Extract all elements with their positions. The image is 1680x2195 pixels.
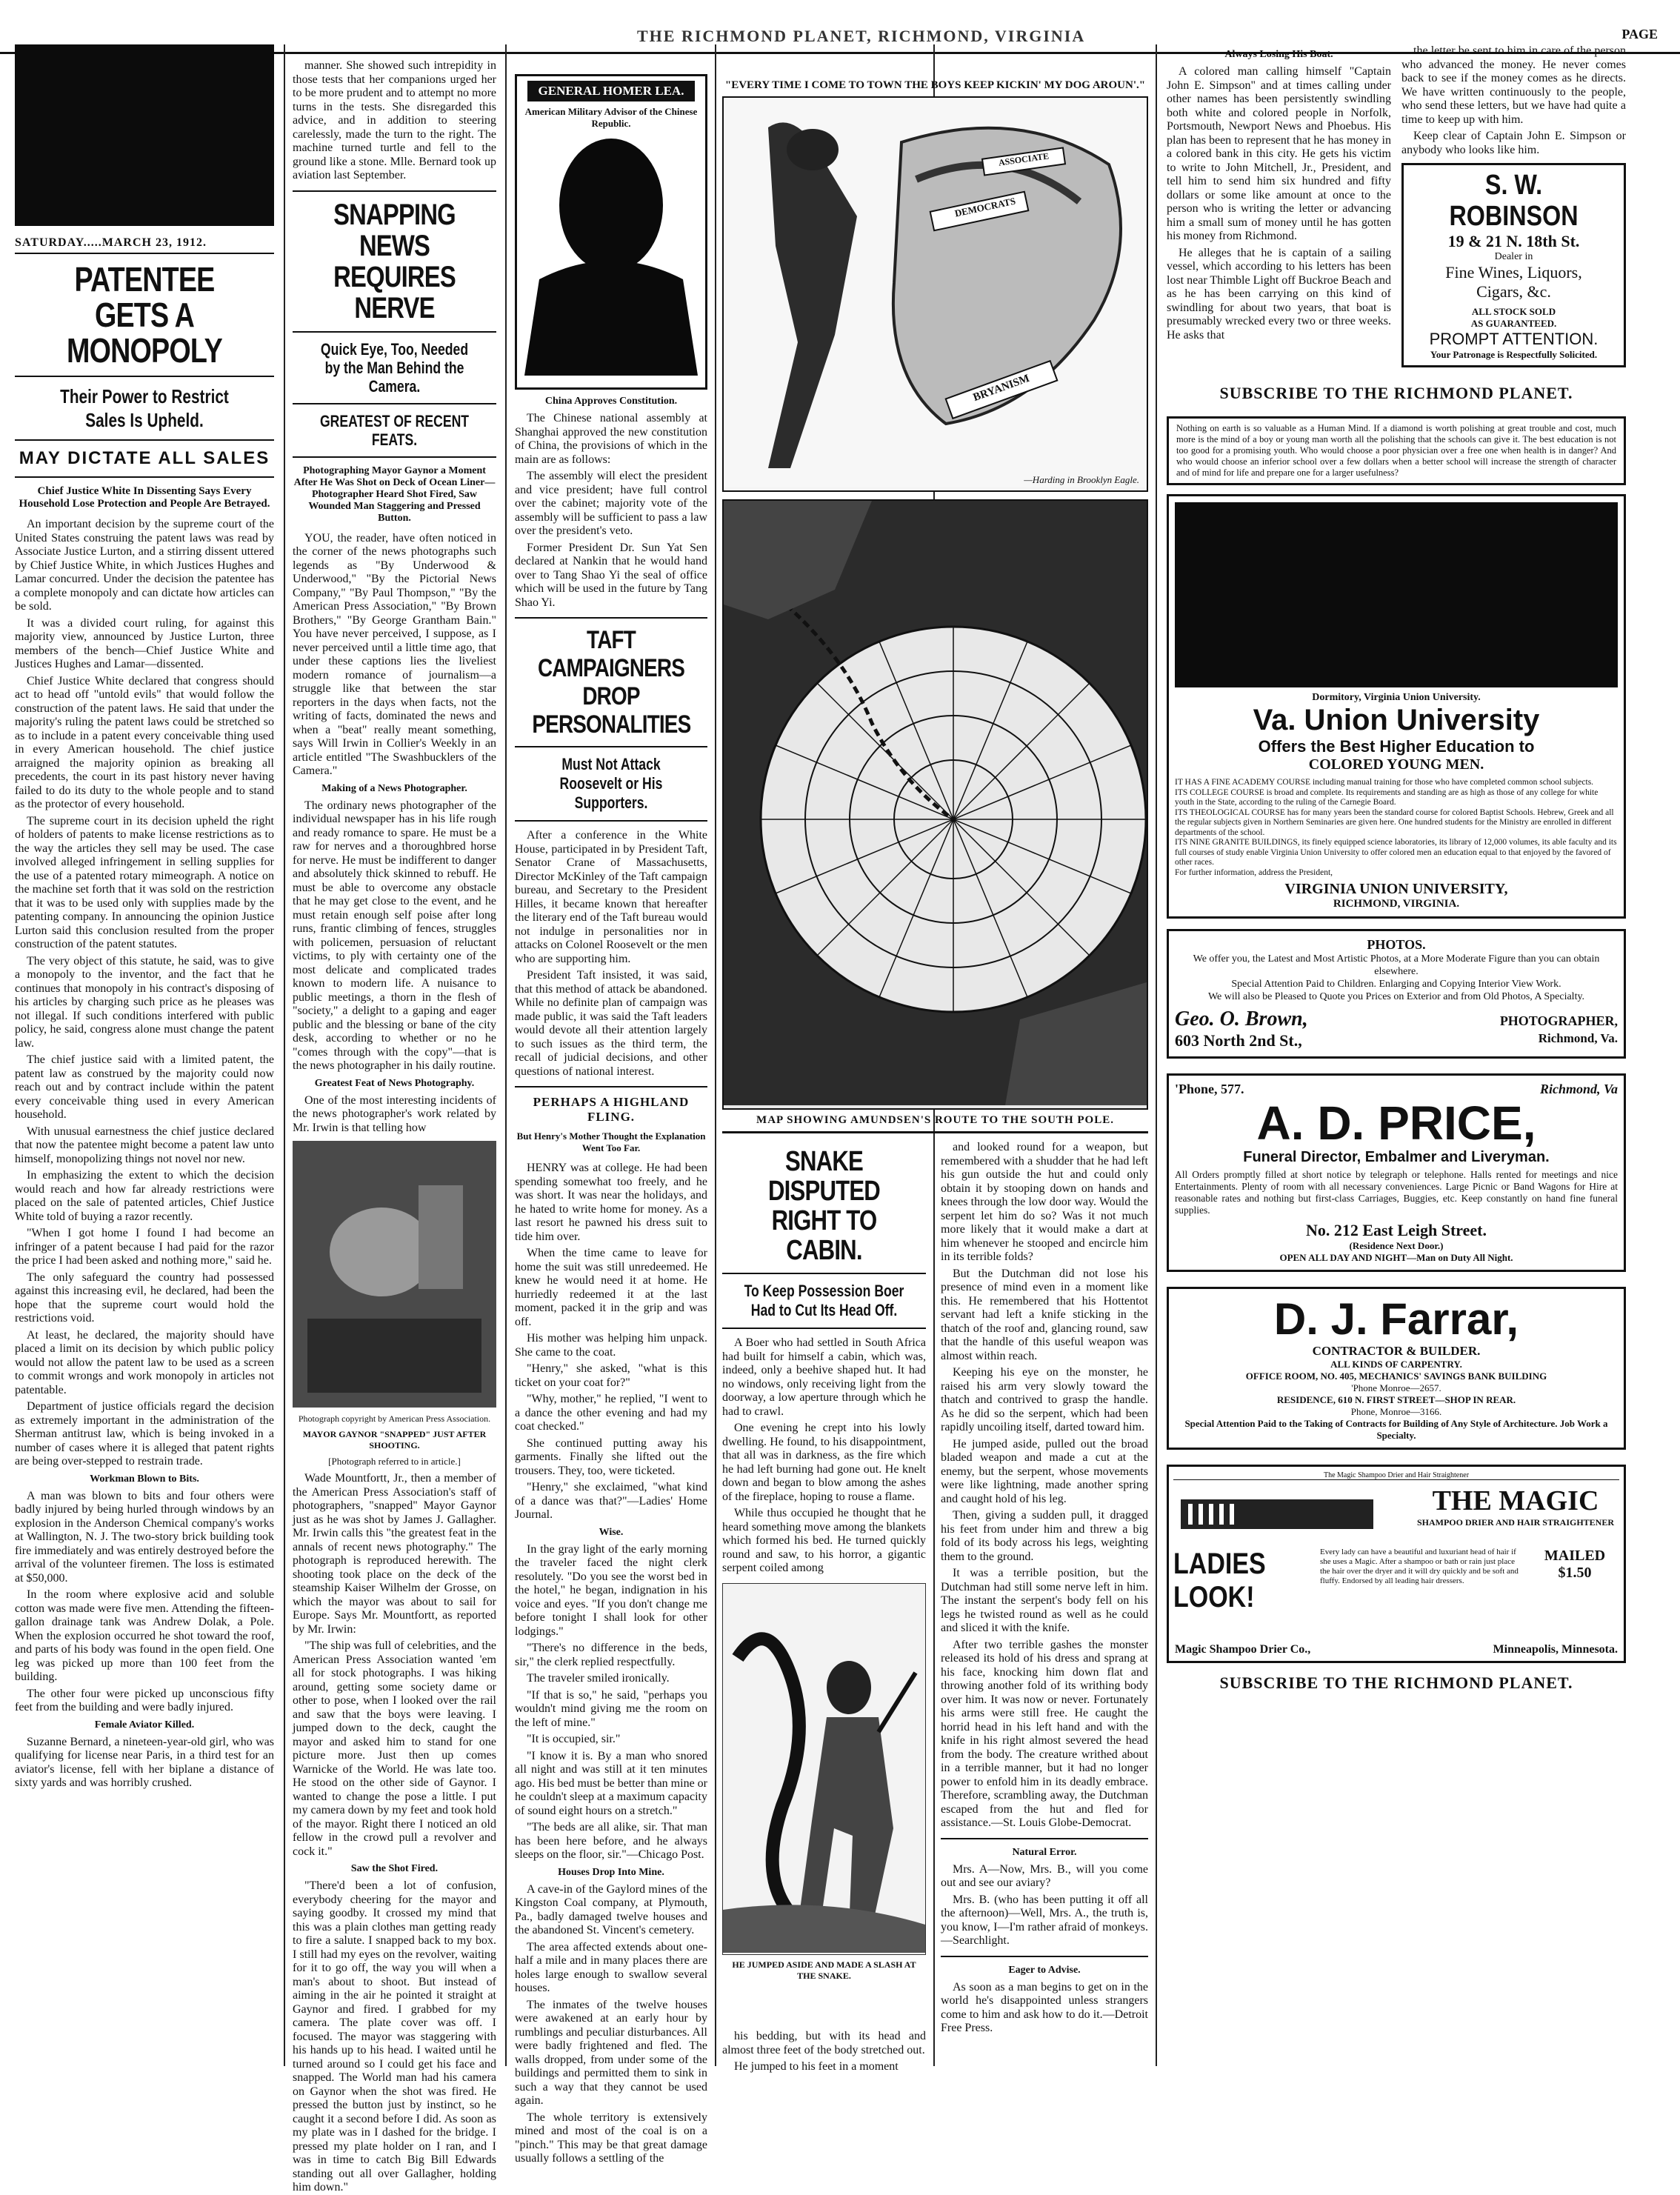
photos-name: Geo. O. Brown, <box>1175 1007 1308 1030</box>
vuu-body4: ITS NINE GRANITE BUILDINGS, its finely equipped science laboratories, its library of 12,000 volumes, its able faculty and its full courses of study enable Virginia Union University to offer colored men an education equal to that enjoyed by the favored of other races. <box>1175 838 1617 867</box>
farrar-line6: Special Attention Paid to the Taking of Contracts for Building of Any Style of Architecture. Job Work a Specialty. <box>1184 1418 1608 1441</box>
farrar-line1: ALL KINDS OF CARPENTRY. <box>1330 1359 1462 1370</box>
headline-snapping: SNAPPING NEWS REQUIRES NERVE <box>333 198 456 324</box>
paragraph: "The beds are all alike, sir. That man has been here before, and he always sleeps on the floor, sir."—Chicago Post. <box>515 1821 707 1861</box>
paragraph: A man was blown to bits and four others were badly injured by being hurled through windows by an explosion in the Anderson Chemical company's works at Wallington, N. J. The two-story brick building took fire immediately and was entirely destroyed before the arrival of the volunteer firemen. The loss is estimated at $50,000. <box>15 1489 274 1585</box>
vuu-tagline2: COLORED YOUNG MEN. <box>1308 756 1484 773</box>
paragraph: In emphasizing the extent to which the decision would reach and how far already restrictions were placed on the sale of patented articles, Chief Justice White told of buying a razor recently. <box>15 1169 274 1223</box>
paragraph: After a conference in the White House, participated in by President Taft, Senator Crane of Massachusetts, Director McKinley of the Taft campaign bureau, and Secretary to the President Hilles, it became known that hereafter the literary end of the Taft bureau would not indulge in personalities nor in attacks on Colonel Roosevelt or the men who are supporting him. <box>515 829 707 965</box>
subhead-greatest-feat: Greatest Feat of News Photography. <box>314 1077 475 1089</box>
photos-address: 603 North 2nd St., <box>1175 1031 1302 1050</box>
paragraph: With unusual earnestness the chief justice declared that now the patentee might become a patent law unto himself, monopolizing things not novel nor new. <box>15 1125 274 1165</box>
paragraph: The Chinese national assembly at Shanghai approved the new constitution of China, the provisions of which in the main are as follows: <box>515 412 707 466</box>
photos-line2: Special Attention Paid to Children. Enlarging and Copying Interior View Work. <box>1231 979 1561 990</box>
simpson-story <box>1167 44 1626 367</box>
masthead-page: PAGE <box>1621 27 1658 41</box>
column-1 <box>15 44 274 2066</box>
cartoon-drawing <box>724 98 1147 487</box>
divider <box>293 190 496 192</box>
divider <box>293 456 496 458</box>
vuu-photo <box>1175 502 1618 687</box>
paragraph: Keeping his eye on the monster, he raised his arm very slowly toward the thatch and contrived to grasp the handle. As he did so the serpent, which had been rapidly uncoiling itself, darted toward him. <box>941 1366 1148 1433</box>
headline-snake: SNAKE DISPUTED RIGHT TO CABIN. <box>767 1146 880 1266</box>
photos-role: PHOTOGRAPHER, <box>1499 1013 1618 1028</box>
paragraph: A colored man calling himself "Captain John E. Simpson" and at times calling under other names has been persistently swindling both white and colored people in Norfolk, Portsmouth, Newport News and Phoebus. His plan has been to represent that he has money in a colored bank in this city. He gets his victim to write to John Mitchell, Jr., President, and tell him to send him six hundred and fifty dollars or some like amount at once to the person who is writing the letter or advancing him a small sum of money until he has gotten his money from Richmond. <box>1167 65 1391 242</box>
paragraph: As soon as a man begins to get on in the world he's disappointed unless strangers come to him and ask how to do it.—Detroit Free Press. <box>941 1980 1148 2034</box>
paragraph: The traveler smiled ironically. <box>527 1672 670 1685</box>
photos-address-row <box>1175 1031 1618 1050</box>
paragraph: "Why, mother," he replied, "I went to a dance the other evening and had my coat checked." <box>515 1393 707 1433</box>
subhead-workman: Workman Blown to Bits. <box>90 1473 199 1485</box>
farrar-line3: 'Phone Monroe—2657. <box>1351 1382 1441 1393</box>
robinson-guarantee1: ALL STOCK SOLD <box>1471 306 1556 317</box>
column-5-lower <box>941 1141 1148 2066</box>
paragraph: Wade Mountfortt, Jr., then a member of the American Press Association's staff of photographers, "snapped" Mayor Gaynor just as he was shot by James J. Gallagher. Mr. Irwin calls this "the greatest feat in the annals of recent news photography." The photograph is reproduced herewith. The shooting took place on the deck of the steamship Kaiser Wilhelm der Grosse, on which the mayor was about to sail for Europe. Says Mr. Mountfortt, as reported by Mr. Irwin: <box>293 1472 496 1636</box>
divider <box>293 403 496 404</box>
subhead-wise: Wise. <box>599 1526 624 1538</box>
price-role: Funeral Director, Embalmer and Liveryman. <box>1243 1149 1550 1165</box>
paragraph: After two terrible gashes the monster released its hold of his dress and sprang at his face, knocking him down flat and throwing another fold of its writhing body over him. It was now or never. Fortunately his arms were still free. He caught the horrid head in his left hand and with the knife in his right almost severed the head from the body. The creature writhed about in a terrible manner, but it had no longer power to enfold him in its deadly embrace. Therefore, scrambling away, the Dutchman escaped from the hut and fled for assistance.—St. Louis Globe-Democrat. <box>941 1638 1148 1829</box>
subhead-always-losing: Always Losing His Boat. <box>1224 49 1333 60</box>
dateline: SATURDAY.....MARCH 23, 1912. <box>15 233 274 254</box>
summary: Chief Justice White In Dissenting Says Every Household Lose Protection and People Are Betrayed. <box>19 485 270 510</box>
paragraph: his bedding, but with its head and almost three feet of the body stretched out. <box>722 2030 926 2056</box>
farrar-line2: OFFICE ROOM, NO. 405, MECHANICS' SAVINGS BANK BUILDING <box>1245 1370 1547 1382</box>
divider <box>15 376 274 377</box>
mind-notice: Nothing on earth is so valuable as a Human Mind. If a diamond is worth polishing at great trouble and cost, much more is the mind of a boy or young man worth all the polishing that the schools can give it. The best education is not too good for a promising youth. Who would choose a poor physician over a free one when health is in danger? And who would choose an inferior school over a few dollars when a better school will increase the strength of character and of mind for life and prepare one for a larger usefulness? <box>1167 416 1626 485</box>
paragraph: While thus occupied he thought that he heard something move among the blankets which formed his bed. He turned quickly round and saw, to his horror, a gigantic serpent coiled among <box>722 1507 926 1574</box>
farrar-line4: RESIDENCE, 610 N. FIRST STREET—SHOP IN REAR. <box>1276 1394 1516 1405</box>
cartoon-label-bryanism: BRYANISM <box>971 372 1032 404</box>
paragraph: "I know it is. By a man who snored all night and was still at it ten minutes ago. His bed must be better than mine or he couldn't sleep at a maximum capacity of sound eight hours on a stretch." <box>515 1749 707 1817</box>
paragraph: She continued putting away his garments. Finally she lifted out the trousers. They, too, were ticketed. <box>515 1436 707 1477</box>
vuu-body3: ITS THEOLOGICAL COURSE has for many years been the standard course for colored Baptist Schools. Hebrew, Greek and all the regular subjects given in Northern Seminaries are given here. One hundred students for the Ministry are enrolled in different departments of the school. <box>1175 807 1614 837</box>
snake-continuation <box>722 2030 926 2074</box>
magic-comb-icon <box>1173 1485 1381 1544</box>
divider <box>515 1086 707 1087</box>
paragraph: HENRY was at college. He had been spending somewhat too freely, and he was short. It was near the holidays, and he hated to write home for money. As a last resort he pawned his dress suit to tide him over. <box>515 1162 707 1243</box>
vuu-footer1: VIRGINIA UNION UNIVERSITY, <box>1284 881 1508 897</box>
magic-strip: The Magic Shampoo Drier and Hair Straightener <box>1173 1471 1619 1480</box>
photos-line1: We offer you, the Latest and Most Artistic Photos, at a More Moderate Figure than you can obtain elsewhere. <box>1193 953 1600 977</box>
column-2 <box>293 59 496 2194</box>
cartoon-label-democrats: DEMOCRATS <box>953 195 1017 219</box>
portrait-title: GENERAL HOMER LEA. <box>527 81 695 101</box>
robinson-attention: PROMPT ATTENTION. <box>1429 330 1599 348</box>
column-3 <box>515 74 707 2165</box>
paragraph: One evening he crept into his lowly dwelling. He found, to his disappointment, that all was in darkness, as the fire which he had left burning had gone out. He knelt down and began to blow among the ashes of the fireplace, hoping to rouse a flame. <box>722 1422 926 1503</box>
magic-right <box>1412 1485 1619 1548</box>
magic-bottom <box>1173 1548 1619 1614</box>
simpson-left <box>1167 44 1391 367</box>
snake-drawing <box>723 1584 925 1953</box>
paragraph: Department of justice officials regard the decision as extremely important in the administration of the Sherman antitrust law, which is being invoked in a number of cases where it is alleged that patent rights are being over-stepped to restrain trade. <box>15 1400 274 1468</box>
photo-reference: [Photograph referred to in article.] <box>328 1456 461 1467</box>
column-rule <box>505 44 507 2066</box>
magic-body: Every lady can have a beautiful and luxuriant head of hair if she uses a Magic. After a shampoo or bath or rain just place the hair over the dryer and it will dry quickly and be soft and fluffy. Endorsed by all leading hair dressers. <box>1320 1548 1519 1585</box>
paragraph: The assembly will elect the president and vice president; have full control over the cabinet; majority vote of the assembly will be sufficient to pass a law over the president's veto. <box>515 470 707 537</box>
paragraph: When the time came to leave for home the suit was still unredeemed. He knew he would need it at home. He hurriedly redeemed it at the last moment, packed it in the grip and was off. <box>515 1247 707 1328</box>
cartoon-title: "EVERY TIME I COME TO TOWN THE BOYS KEEP KICKIN' MY DOG AROUN'." <box>724 79 1146 91</box>
divider <box>722 1131 1148 1133</box>
divider <box>515 617 707 619</box>
paragraph: A Boer who had settled in South Africa had built for himself a cabin, which was, indeed, only a beehive shaped hut. It had no windows, only receiving light from the doorway, a low aperture through which he had to crawl. <box>722 1336 926 1418</box>
subhead-making: Making of a News Photographer. <box>321 782 467 794</box>
deck-greatest: GREATEST OF RECENT FEATS. <box>319 411 470 449</box>
robinson-guarantee2: AS GUARANTEED. <box>1470 318 1557 329</box>
headline-fling: PERHAPS A HIGHLAND FLING. <box>533 1095 690 1124</box>
paragraph: Then, giving a sudden pull, it dragged his feet from under him and threw a big fold of its body across his legs, weighting them to the ground. <box>941 1509 1148 1563</box>
simpson-right <box>1401 44 1626 367</box>
price-top-row <box>1175 1082 1618 1097</box>
magic-ladies: LADIES LOOK! <box>1173 1548 1266 1613</box>
divider <box>941 1838 1148 1839</box>
subhead-aviator: Female Aviator Killed. <box>94 1719 195 1731</box>
column-4-lower <box>722 1141 926 2066</box>
paragraph: The chief justice said with a limited patent, the patent law as construed by the majority could now reach out and by contract include within the patent every conceivable thing used in every American household. <box>15 1053 274 1121</box>
column-rule <box>715 44 716 2066</box>
divider <box>515 746 707 747</box>
paragraph: He jumped to his feet in a moment <box>734 2060 899 2073</box>
ad-vuu <box>1167 494 1626 919</box>
cartoon-image <box>722 96 1148 492</box>
divider <box>722 1273 926 1274</box>
paragraph: The area affected extends about one-half a mile and in many places there are holes large enough to swallow several houses. <box>515 1940 707 1994</box>
subhead-boer: To Keep Possession Boer Had to Cut Its Head Off. <box>744 1282 904 1319</box>
paragraph: Suzanne Bernard, a nineteen-year-old girl, who was qualifying for license near Paris, in a third test for an aviator's license, fell with her biplane a distance of sixty yards and was horribly crushed. <box>15 1735 274 1789</box>
cartoon-label-associate: ASSOCIATE <box>998 150 1050 168</box>
magic-price: $1.50 <box>1558 1565 1592 1581</box>
farrar-name: D. J. Farrar, <box>1273 1294 1519 1344</box>
paragraph: One of the most interesting incidents of the news photographer's work related by Mr. Irwin is that telling how <box>293 1093 496 1134</box>
subhead-roosevelt: Must Not Attack Roosevelt or His Supporters. <box>559 755 663 812</box>
vuu-caption: Dormitory, Virginia Union University. <box>1312 692 1481 703</box>
photos-line3: We will also be Pleased to Quote you Prices on Exterior and from Old Photos, A Specialty. <box>1207 991 1585 1002</box>
paragraph: "There'd been a lot of confusion, everybody cheering for the mayor and saying goodby. It crossed my mind that this was a plain clothes man getting ready to fire a salute. I snapped back to my box. I still had my eyes on the revolver, waiting for it to go off, the way you will when a man's about to shoot. But instead of aiming in the air he pointed it straight at Gaynor and fired. I grabbed for my camera. The plate cover was off. I focused. The mayor was staggering with his hands up to his head. I waited until he turned around so I could get his face and snapped. The World man had his camera on Gaynor when the shot was fired. He pressed the button just by instinct, so he caught it a second before I did. As soon as my plate was in I dashed for the bridge. I pressed my plate holder on I ran, and I was in time to catch Big Bill Edwards standing out all over Gallagher, holding him down." <box>293 1879 496 2194</box>
price-name: A. D. PRICE, <box>1256 1096 1536 1150</box>
price-body: All Orders promptly filled at short notice by telegraph or telephone. Halls rented for meetings and nice Entertainments. Plenty of room with all necessary conveniences. Large Picnic or Band Wagons for Hire at reasonable rates and nothing but first-class Carriages, Buggies, etc. Keep constantly on hand fine funeral supplies. <box>1175 1169 1618 1216</box>
divider <box>15 476 274 478</box>
portrait-caption: American Military Advisor of the Chinese Republic. <box>524 106 698 129</box>
magic-company: Magic Shampoo Drier Co., <box>1175 1643 1311 1656</box>
paragraph: The whole territory is extensively mined and most of the coal is on a "pinch." This may be that great damage usually follows a settling of the <box>515 2111 707 2165</box>
paragraph: "If that is so," he said, "perhaps you wouldn't mind giving me the room on the left of mine." <box>515 1688 707 1729</box>
subhead-saw-shot: Saw the Shot Fired. <box>350 1863 439 1874</box>
paragraph: "It is occupied, sir." <box>527 1733 621 1745</box>
paragraph: manner. She showed such intrepidity in those tests that her companions urged her to be more prudent and to attempt no more turns in the tests. She disregarded this advice, and in addition to steering carelessly, made the turn to the right. The machine turned turtle and fell to the ground like a stone. Mlle. Bernard took up aviation last September. <box>293 59 496 181</box>
paragraph: The ordinary news photographer of the individual newspaper has in his life rough and ready romance to spare. He must be a raw for nerves and a thoroughbred horse for nerve. He must be indifferent to danger and absolutely thick skinned to rebuff. He must be able to overcome any obstacle that he may get close to the event, and he must retain enough self poise after long runs, frantic climbing of fences, struggles with policemen, persuasion of reluctant victims, to ply with certainty one of the most delicate and complicated trades known to modern life. A nuisance to public meetings, a thorn in the flesh of "society," a delight to a gaping and eager public and the blessing or bane of the city desk, according to whether or no he "comes through with the copy"—that is the news photographer in his daily routine. <box>293 799 496 1072</box>
cartoon-credit: —Harding in Brooklyn Eagle. <box>1024 474 1139 485</box>
ad-price <box>1167 1073 1626 1272</box>
price-phone: 'Phone, 577. <box>1175 1082 1244 1096</box>
magic-top <box>1173 1485 1619 1548</box>
paragraph: The other four were picked up unconscious fifty feet from the building and were badly injured. <box>15 1687 274 1713</box>
subhead-fling: But Henry's Mother Thought the Explanation Went Too Far. <box>516 1130 706 1153</box>
farrar-role: CONTRACTOR & BUILDER. <box>1312 1344 1481 1358</box>
robinson-goods2: Cigars, &c. <box>1476 282 1551 301</box>
robinson-address: 19 & 21 N. 18th St. <box>1447 232 1580 250</box>
farrar-line5: Phone, Monroe—3166. <box>1350 1406 1442 1417</box>
subhead-china: China Approves Constitution. <box>544 396 678 407</box>
paragraph: and looked round for a weapon, but remembered with a shudder that he had left his gun outside the hut and could only obtain it by stooping down on hands and knees through the low door way. Would the serpent let him do so? Was it not much more likely that it would make a dart at him whenever he stooped and encircle him in its terrible folds? <box>941 1141 1148 1263</box>
price-address: No. 212 East Leigh Street. <box>1305 1221 1487 1239</box>
paragraph: It was a divided court ruling, for against this majority view, announced by Justice Lurton, three members of the bench—Chief Justice White and Justices Hughes and Lamar—dissented. <box>15 616 274 670</box>
summary: Photographing Mayor Gaynor a Moment After He Was Shot on Deck of Ocean Liner—Photographer Heard Shot Fired, Saw Wounded Man Staggering and Pressed Button. <box>293 464 496 524</box>
divider <box>941 1956 1148 1957</box>
photos-title: PHOTOS. <box>1367 937 1426 952</box>
vuu-body2: ITS COLLEGE COURSE is broad and complete. Its requirements and standing are as high as those of any college for white youth in the State, according to the ruling of the Carnegie Board. <box>1175 787 1599 807</box>
subhead-houses: Houses Drop Into Mine. <box>558 1866 664 1878</box>
column-rule <box>284 44 285 2066</box>
photo-credit: Photograph copyright by American Press Association. <box>298 1413 491 1424</box>
magic-brand-sub: SHAMPOO DRIER AND HAIR STRAIGHTENER <box>1416 1517 1615 1528</box>
portrait-box <box>515 74 707 390</box>
paragraph: In the room where explosive acid and soluble cotton was made were five men. Attending the fifteen-gallon drainage tank was Andrew Dolak, a Pole. When the explosion occurred he shot toward the roof, and parts of his body was found in the open field. One leg was picked up more than 100 feet from the building. <box>15 1588 274 1683</box>
map-caption: MAP SHOWING AMUNDSEN'S ROUTE TO THE SOUTH POLE. <box>756 1114 1114 1126</box>
paragraph: the letter be sent to him in care of the person who advanced the money. He never comes back to see if the money comes as he directs. We have written continuously to the people, who send these letters, but we have had quite a time to keep up with him. <box>1401 44 1626 126</box>
subscribe-banner-1: SUBSCRIBE TO THE RICHMOND PLANET. <box>1219 384 1573 402</box>
paragraph: In the gray light of the early morning the traveler faced the night clerk resolutely. "Do you see the worst bed in the hotel," he began, indignation in his voice and eyes. "If you don't change me before tonight I shall look for other lodgings." <box>515 1542 707 1638</box>
masthead-title: THE RICHMOND PLANET, RICHMOND, VIRGINIA <box>637 27 1086 45</box>
paragraph: "Henry," she exclaimed, "what kind of a dance was that?"—Ladies' Home Journal. <box>515 1481 707 1521</box>
paragraph: "The ship was full of celebrities, and the American Press Association wanted 'em all for stock photographs. I was hiking around, getting some society dame or other to pose, when I looked over the rail and saw that the boys were leaving. I jumped down to the deck, caught the mayor and asked him to stand for one picture more. Just then up comes Warnicke of the World. He was late too. He stood on the other side of Gaynor. I wanted to change the pose a little. I put my camera down by my feet and took hold of the mayor. Right there I noticed an old fellow in the crowd pull a revolver and cock it." <box>293 1639 496 1858</box>
vuu-name: Va. Union University <box>1253 704 1540 736</box>
illustration-caption: HE JUMPED ASIDE AND MADE A SLASH AT THE SNAKE. <box>732 1959 916 1981</box>
subscribe-banner-2: SUBSCRIBE TO THE RICHMOND PLANET. <box>1219 1673 1573 1692</box>
paragraph: An important decision by the supreme court of the United States construing the patent laws was read by Associate Justice Lurton, and a stirring dissent uttered by Chief Justice White, in which Justices Hughes and Lamar concurred. Under the decision the patentee has a complete monopoly and can dictate how articles can be sold. <box>15 518 274 613</box>
photos-signature <box>1175 1007 1618 1031</box>
column-6 <box>1167 44 1626 2066</box>
paragraph: The supreme court in its decision upheld the right of holders of patents to make license restrictions as to the way the articles they sell may be used. The case involved alleged infringement in selling supplies for the use of a patented rotary mimeograph. A notice on the machine set forth that it was sold on the restriction that it was to be used only with supplies made by the patenting company. In announcing the opinion Justice Lurton said this conclusion resulted from the proper construction of the patent statutes. <box>15 814 274 950</box>
paragraph: "There's no difference in the beds, sir," the clerk replied respectfully. <box>515 1642 707 1668</box>
paragraph: But the Dutchman did not lose his presence of mind even in a moment like this. He remembered that his Hottentot servant had left a knife sticking in the thatch of the roof and, glancing round, saw that the handle of this useful weapon was almost within reach. <box>941 1267 1148 1362</box>
magic-brand: THE MAGIC <box>1432 1485 1599 1516</box>
headline-taft: TAFT CAMPAIGNERS DROP PERSONALITIES <box>532 626 691 739</box>
paragraph: His mother was helping him unpack. She came to the coat. <box>515 1332 707 1359</box>
price-city: Richmond, Va <box>1539 1082 1618 1096</box>
magic-footer <box>1175 1643 1618 1656</box>
subhead-power: Their Power to Restrict Sales Is Upheld. <box>60 385 229 431</box>
paragraph: Former President Dr. Sun Yat Sen declared at Nankin that he would hand over to Tang Shao Yi the seal of office which will be used in the future by Tang Shao Yi. <box>515 541 707 609</box>
subhead-eager: Eager to Advise. <box>1008 1964 1081 1976</box>
magic-mailed: MAILED <box>1544 1548 1606 1564</box>
photos-city: Richmond, Va. <box>1538 1031 1618 1045</box>
deck-dictate: MAY DICTATE ALL SALES <box>19 448 270 468</box>
headline-patentee: PATENTEE GETS A MONOPOLY <box>66 260 223 370</box>
paragraph: The very object of this statute, he said, was to give a monopoly to the inventor, and the fact that he continues that monopoly in his contract's disposing of his articles by charging such price as he pleases was not illegal. If such conditions interfered with public policy, he said, congress alone must change the patent law. <box>15 954 274 1050</box>
divider <box>515 820 707 822</box>
portrait-image <box>517 131 705 376</box>
paragraph: He jumped aside, pulled out the broad bladed weapon and made a cut at the enemy, but the serpent, whose movements were like lightning, made another spring and caught hold of his leg. <box>941 1437 1148 1505</box>
paragraph: He alleges that he is captain of a sailing vessel, which according to his letters has been lost near Thimble Light off Buckroe Beach and as he has been carrying on this kind of swindling for about two years, that boat is presumably wrecked every two or three weeks. He asks that <box>1167 246 1391 342</box>
magic-price-box <box>1530 1548 1619 1582</box>
magic-left <box>1173 1485 1406 1548</box>
subhead-natural-error: Natural Error. <box>1012 1846 1077 1858</box>
paragraph: Mrs. A—Now, Mrs. B., will you come out and see our aviary? <box>941 1862 1148 1889</box>
ad-photos <box>1167 929 1626 1059</box>
south-pole-map <box>724 501 1147 1105</box>
paragraph: "When I got home I found I had become an infringer of a patent because I had paid for the razor the price I had been asked and nothing more," said he. <box>15 1227 274 1267</box>
divider <box>293 331 496 333</box>
robinson-dealer: Dealer in <box>1494 251 1533 262</box>
price-open: OPEN ALL DAY AND NIGHT—Man on Duty All Night. <box>1279 1252 1513 1263</box>
paragraph: YOU, the reader, have often noticed in the corner of the news photographs such legends as "By Underwood & Underwood," "By the Pictorial News Company," "By Paul Thompson," "By the American Press Association," "By Brown Brothers," "By George Grantham Bain." You have never perceived, I suppose, as I never perceived until a little time ago, that under these captions lies the liveliest modern romance of journalism—a struggle like that between the star reporters in the days when facts, not the writing of facts, dominated the news and when a "beat" really meant something, says Will Irwin in Collier's Weekly in an article entitled "The Swashbucklers of the Camera." <box>293 531 496 777</box>
paragraph: A cave-in of the Gaylord mines of the Kingston Coal company, at Plymouth, Pa., badly damaged twelve houses and the abandoned St. Vincent's cemetery. <box>515 1882 707 1936</box>
robinson-patronage: Your Patronage is Respectfully Solicited. <box>1430 349 1598 360</box>
paragraph: President Taft insisted, it was said, that this method of attack be abandoned. While no definite plan of campaign was made public, it was said the Taft leaders would devote all their attention largely to such issues as the third term, the recall of judicial decisions, and other questions of national interest. <box>515 969 707 1078</box>
paragraph: Chief Justice White declared that congress should act to head off "untold evils" that would follow the construction of the patent laws. He said that under the majority's ruling the patent laws could be stretched so as to include in a patent every conceivable thing used in every American household. The chief justice arraigned the majority opinion as breaking all precedents, the court in its past history never having failed to do its duty to the whole people and to stand as the protector of every household. <box>15 674 274 810</box>
column-rule <box>1156 44 1157 2066</box>
photo-caption: MAYOR GAYNOR "SNAPPED" JUST AFTER SHOOTING. <box>302 1429 487 1450</box>
vuu-body1: IT HAS A FINE ACADEMY COURSE including manual training for those who have completed common school subjects. <box>1175 778 1594 787</box>
paragraph: At least, he declared, the majority should have placed a limit on its decision by which public policy would not allow the patent law to be used as a screen to commit wrongs and work monopoly in articles not patentable. <box>15 1328 274 1396</box>
robinson-goods1: Fine Wines, Liquors, <box>1445 263 1582 282</box>
robinson-name: S. W. ROBINSON <box>1449 170 1579 232</box>
paragraph: The only safeguard the country had possessed against this increasing evil, he declared, had been the hope that the supreme court would hold the restrictions void. <box>15 1270 274 1325</box>
divider <box>722 1328 926 1329</box>
paragraph: It was a terrible position, but the Dutchman had still some nerve left in him. The instant the serpent's body fell on his legs he twisted round as well as he could and sliced it with the knife. <box>941 1567 1148 1634</box>
subhead-quick-eye: Quick Eye, Too, Needed by the Man Behind the Camera. <box>320 339 469 396</box>
price-residence: (Residence Next Door.) <box>1349 1240 1444 1251</box>
vuu-footer2: RICHMOND, VIRGINIA. <box>1333 898 1460 910</box>
gaynor-photo <box>293 1141 496 1408</box>
vuu-tagline1: Offers the Best Higher Education to <box>1258 737 1535 756</box>
divider <box>15 439 274 441</box>
magic-city: Minneapolis, Minnesota. <box>1493 1643 1618 1656</box>
ad-robinson <box>1401 163 1626 367</box>
snake-illustration <box>722 1583 926 1955</box>
ad-farrar <box>1167 1287 1626 1450</box>
photo-texture <box>293 1141 496 1408</box>
ad-magic <box>1167 1465 1626 1663</box>
paragraph: "Henry," she asked, "what is this ticket on your coat for?" <box>515 1362 707 1389</box>
paragraph: The inmates of the twelve houses were awakened at an early hour by rumblings and peculiar disturbances. All were badly frightened and fled. The walls dropped, from under some of the buildings and permitted them to sink in such a way that they cannot be used again. <box>515 1998 707 2107</box>
paragraph: Mrs. B. (who has been putting it off all the afternoon)—Well, Mrs. A., the truth is, you know, I—I'm rather afraid of monkeys.—Searchlight. <box>941 1893 1148 1947</box>
vuu-body5: For further information, address the President, <box>1175 867 1333 877</box>
paragraph: Keep clear of Captain John E. Simpson or anybody who looks like him. <box>1401 130 1626 156</box>
map-image <box>722 499 1148 1110</box>
redacted-block <box>15 44 274 226</box>
